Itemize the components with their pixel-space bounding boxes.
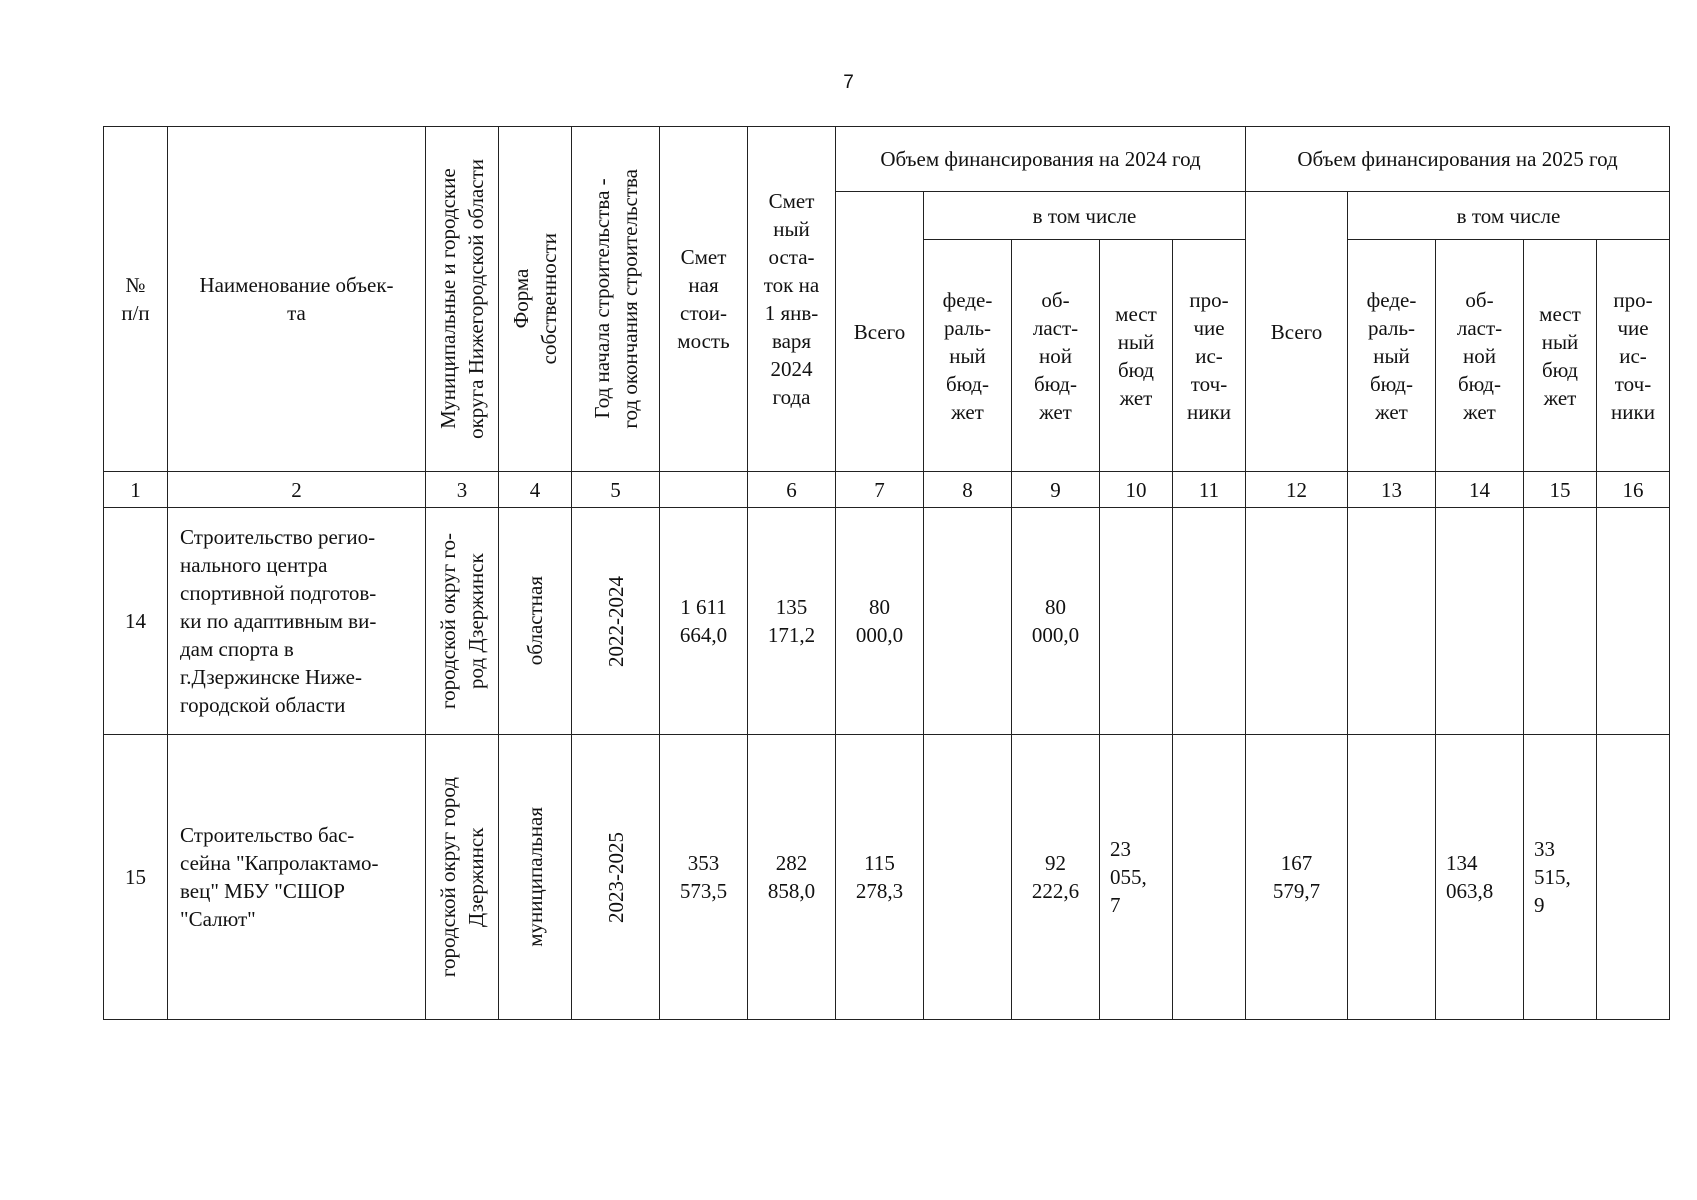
header-years-label: Год начала строительства - год окончания строительства [589,169,642,429]
header-object-name: Наименование объек- та [168,127,426,472]
construction-years: 2023-2025 [603,831,628,923]
row-number: 14 [104,508,168,735]
header-years [572,127,660,472]
local-2024: 23 055, 7 [1100,735,1173,1020]
regional-2024: 80 000,0 [1012,508,1100,735]
column-number: 7 [836,472,924,508]
municipality-cell [426,508,499,735]
years-cell [572,735,660,1020]
column-number-row [104,472,1670,508]
local-2024 [1100,508,1173,735]
total-2024: 115 278,3 [836,735,924,1020]
header-federal-2024: феде- раль- ный бюд- жет [924,240,1012,472]
header-total-2024: Всего [836,192,924,472]
header-local-2025: мест ный бюд жет [1524,240,1597,472]
ownership-cell [499,508,572,735]
header-row-1 [104,127,1670,192]
column-number: 11 [1173,472,1246,508]
regional-2025: 134 063,8 [1436,735,1524,1020]
financing-table [103,126,1670,1020]
column-number: 13 [1348,472,1436,508]
table-row [104,508,1670,735]
table-row [104,735,1670,1020]
federal-2024 [924,508,1012,735]
object-name: Строительство регио- нального центра спортивной подготов- ки по адаптивным ви- дам спорта в г.Дзержинске Ниже- городской области [168,508,426,735]
column-number: 12 [1246,472,1348,508]
local-2025: 33 515, 9 [1524,735,1597,1020]
column-number [660,472,748,508]
balance: 282 858,0 [748,735,836,1020]
other-2025 [1597,735,1670,1020]
ownership: областная [523,576,547,666]
header-federal-2025: феде- раль- ный бюд- жет [1348,240,1436,472]
local-2025 [1524,508,1597,735]
header-ownership [499,127,572,472]
column-number: 5 [572,472,660,508]
row-number: 15 [104,735,168,1020]
column-number: 15 [1524,472,1597,508]
regional-2025 [1436,508,1524,735]
header-including-2025: в том числе [1348,192,1670,240]
construction-years: 2022-2024 [603,575,628,667]
header-group-2025: Объем финансирования на 2025 год [1246,127,1670,192]
header-regional-2024: об- ласт- ной бюд- жет [1012,240,1100,472]
object-name: Строительство бас- сейна "Капролактамо- вец" МБУ "СШОР "Салют" [168,735,426,1020]
page-number: 7 [843,72,854,93]
federal-2024 [924,735,1012,1020]
years-cell [572,508,660,735]
estimated-cost: 353 573,5 [660,735,748,1020]
header-regional-2025: об- ласт- ной бюд- жет [1436,240,1524,472]
header-other-2024: про- чие ис- точ- ники [1173,240,1246,472]
federal-2025 [1348,735,1436,1020]
balance: 135 171,2 [748,508,836,735]
header-other-2025: про- чие ис- точ- ники [1597,240,1670,472]
column-number: 9 [1012,472,1100,508]
column-number: 10 [1100,472,1173,508]
column-number: 6 [748,472,836,508]
column-number: 16 [1597,472,1670,508]
header-municipality-label: Муниципальные и городские округа Нижегородской области [436,159,488,439]
header-local-2024: мест ный бюд жет [1100,240,1173,472]
header-balance: Смет ный оста- ток на 1 янв- варя 2024 года [748,127,836,472]
column-number: 14 [1436,472,1524,508]
other-2025 [1597,508,1670,735]
other-2024 [1173,508,1246,735]
column-number: 1 [104,472,168,508]
header-including-2024: в том числе [924,192,1246,240]
municipality-cell [426,735,499,1020]
header-estimated-cost: Смет ная стои- мость [660,127,748,472]
column-number: 2 [168,472,426,508]
total-2024: 80 000,0 [836,508,924,735]
municipality: городской округ го- род Дзержинск [436,533,488,709]
estimated-cost: 1 611 664,0 [660,508,748,735]
header-municipality [426,127,499,472]
column-number: 4 [499,472,572,508]
column-number: 8 [924,472,1012,508]
other-2024 [1173,735,1246,1020]
municipality: городской округ город Дзержинск [436,776,488,978]
header-number: № п/п [104,127,168,472]
regional-2024: 92 222,6 [1012,735,1100,1020]
ownership-cell [499,735,572,1020]
column-number: 3 [426,472,499,508]
header-ownership-label: Форма собственности [509,233,561,365]
header-group-2024: Объем финансирования на 2024 год [836,127,1246,192]
ownership: муниципальная [523,807,547,947]
total-2025 [1246,508,1348,735]
total-2025: 167 579,7 [1246,735,1348,1020]
federal-2025 [1348,508,1436,735]
header-total-2025: Всего [1246,192,1348,472]
